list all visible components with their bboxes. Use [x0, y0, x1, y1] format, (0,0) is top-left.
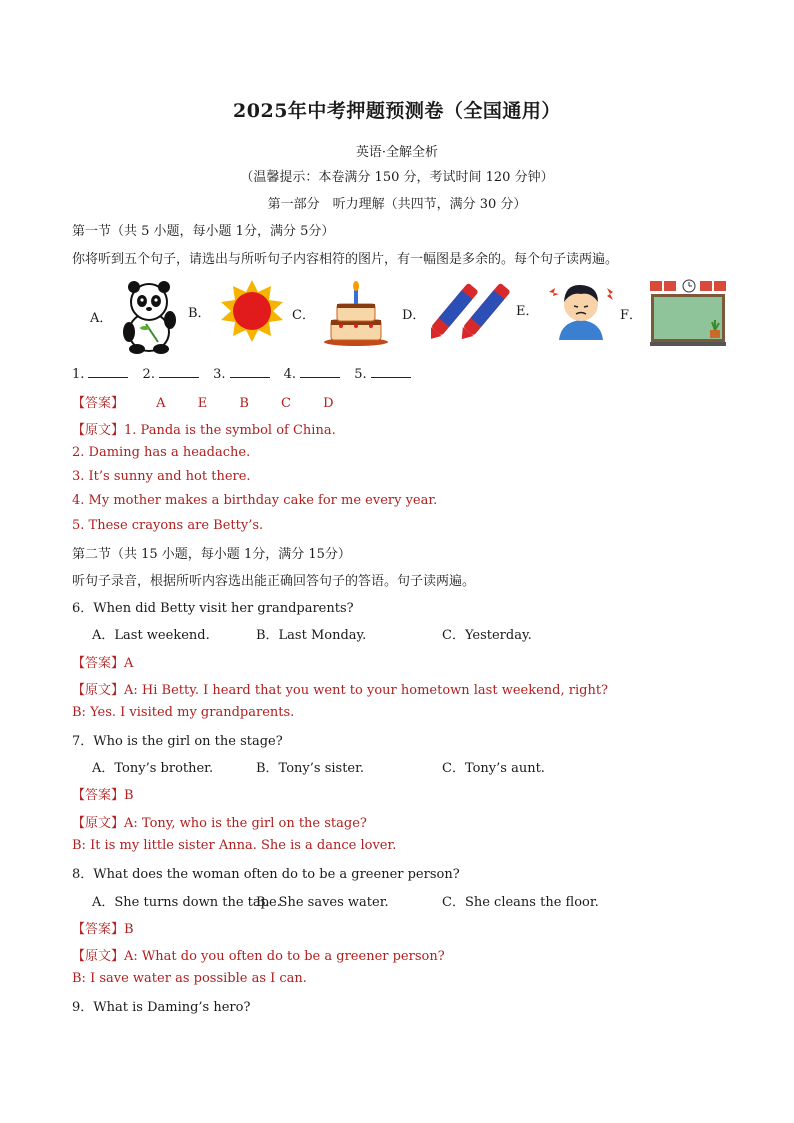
picture-d [402, 278, 511, 348]
crayons-icon [431, 278, 511, 348]
question-6-answer [72, 652, 133, 671]
answer-tag: 【答案】 [72, 922, 125, 937]
section2-heading: 第二节（共 15 小题，每小题 1分，满分 15分） [72, 547, 351, 562]
picture-c [292, 278, 391, 348]
blank-2[interactable] [159, 367, 199, 378]
option-b[interactable]: B．Tony’s sister. [256, 761, 365, 776]
section1-instruction: 你将听到五个句子，请选出与所听句子内容相符的图片，有一幅图是多余的。每个句子读两遍。 [72, 252, 619, 267]
option-c[interactable]: C．She cleans the floor. [442, 895, 599, 910]
answer-value: A [124, 656, 134, 671]
answer-value: E [197, 396, 208, 411]
section1-heading: 第一节（共 5 小题，每小题 1分，满分 5分） [72, 224, 335, 239]
option-c[interactable]: C．Yesterday. [442, 628, 532, 643]
script-line: A: Tony, who is the girl on the stage? [124, 816, 367, 831]
question-8-options [92, 891, 732, 909]
script-line: 4. My mother makes a birthday cake for me every year. [72, 493, 438, 508]
page-title: 2025年中考押题预测卷（全国通用） [233, 100, 561, 122]
script-line: B: It is my little sister Anna. She is a dance lover. [72, 838, 397, 853]
script-tag: 【原文】 [72, 949, 125, 964]
question-8-script [72, 945, 445, 964]
blank-label: 2. [142, 367, 155, 382]
script-line: B: I save water as possible as I can. [72, 971, 307, 986]
page-subtitle: 英语·全解全析 [355, 145, 439, 160]
birthday-cake-icon [321, 278, 391, 348]
question-7-options [92, 757, 732, 775]
option-a[interactable]: A．Tony’s brother. [92, 761, 214, 776]
exam-note: （温馨提示：本卷满分 150 分，考试时间 120 分钟） [240, 170, 554, 185]
script-line: A: What do you often do to be a greener person? [124, 949, 445, 964]
blank-label: 5. [354, 367, 367, 382]
answer-value: A [156, 396, 166, 411]
answer-tag: 【答案】 [72, 656, 125, 671]
picture-label: D． [402, 307, 426, 323]
blank-5[interactable] [371, 367, 411, 378]
option-b[interactable]: B．She saves water. [256, 895, 389, 910]
blank-4[interactable] [300, 367, 340, 378]
picture-b [188, 278, 287, 344]
blank-label: 4. [283, 367, 297, 382]
picture-label: B． [188, 305, 211, 321]
answer-tag: 【答案】 [72, 396, 125, 411]
blackboard-icon [648, 278, 728, 348]
answer-value: D [323, 396, 334, 411]
script-tag: 【原文】 [72, 423, 125, 438]
section1-answer [72, 392, 334, 411]
script-line: A: Hi Betty. I heard that you went to your hometown last weekend, right? [124, 683, 609, 698]
headache-boy-icon [545, 278, 617, 340]
option-b[interactable]: B．Last Monday. [256, 628, 367, 643]
answer-value: B [124, 788, 134, 803]
blank-1[interactable] [88, 367, 128, 378]
picture-label: E． [516, 303, 539, 319]
part-heading: 第一部分 听力理解（共四节，满分 30 分） [267, 197, 527, 212]
blank-3[interactable] [230, 367, 270, 378]
script-line: 2. Daming has a headache. [72, 445, 251, 460]
option-a[interactable]: A．She turns down the tape. [92, 895, 281, 910]
picture-options [72, 278, 722, 358]
script-tag: 【原文】 [72, 683, 125, 698]
sun-icon [217, 278, 287, 344]
question-9: 9．What is Daming’s hero? [72, 1000, 251, 1015]
question-8-answer [72, 918, 134, 937]
picture-a [90, 278, 180, 354]
picture-e [516, 278, 617, 340]
question-8: 8．What does the woman often do to be a greener person? [72, 867, 460, 882]
question-7-script [72, 812, 367, 831]
script-line: B: Yes. I visited my grandparents. [72, 705, 295, 720]
answer-value: C [281, 396, 291, 411]
answer-value: B [239, 396, 249, 411]
question-7: 7．Who is the girl on the stage? [72, 734, 283, 749]
script-tag: 【原文】 [72, 816, 125, 831]
picture-label: A． [90, 310, 113, 326]
section2-instruction: 听句子录音，根据所听内容选出能正确回答句子的答语。句子读两遍。 [72, 574, 476, 589]
script-line: 5. These crayons are Betty’s. [72, 518, 264, 533]
blank-label: 1. [72, 367, 85, 382]
picture-f [620, 278, 728, 348]
answer-blanks [72, 367, 421, 382]
question-7-answer [72, 784, 134, 803]
question-6: 6．When did Betty visit her grandparents? [72, 601, 354, 616]
option-a[interactable]: A．Last weekend. [92, 628, 210, 643]
question-6-script [72, 679, 608, 698]
script-line: 1. Panda is the symbol of China. [124, 423, 336, 438]
answer-value: B [124, 922, 134, 937]
picture-label: C． [292, 307, 315, 323]
picture-label: F． [620, 307, 643, 323]
blank-label: 3. [213, 367, 226, 382]
panda-icon [118, 278, 180, 354]
answer-tag: 【答案】 [72, 788, 125, 803]
script-line: 3. It’s sunny and hot there. [72, 469, 251, 484]
section1-script [72, 419, 336, 438]
question-6-options [92, 624, 732, 642]
option-c[interactable]: C．Tony’s aunt. [442, 761, 545, 776]
